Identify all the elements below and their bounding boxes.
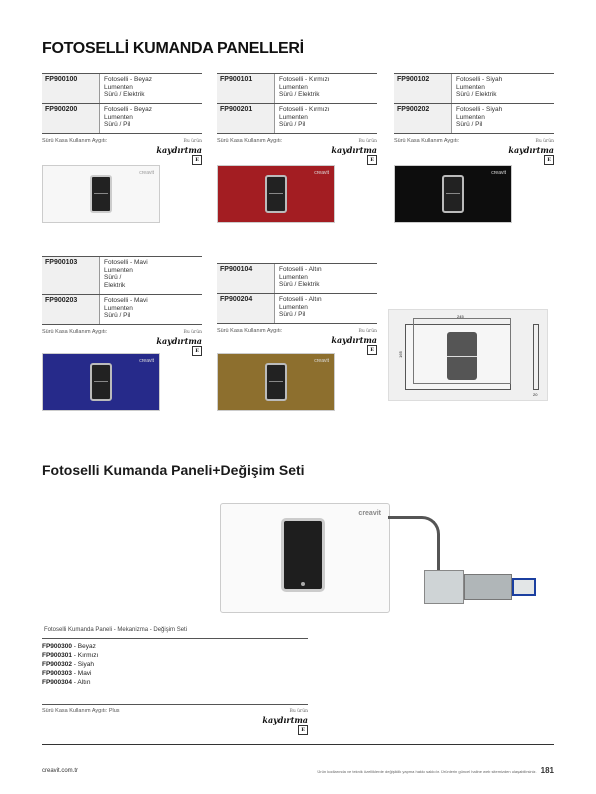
product-table <box>42 256 202 325</box>
panel-brand: creavit <box>314 358 329 364</box>
product-row <box>394 104 554 134</box>
drawing-sensor-line <box>447 356 477 357</box>
kaydirtma-logo <box>331 138 377 165</box>
logo-box: E <box>192 346 202 356</box>
set-table <box>42 624 308 733</box>
logo-script: kaydırtma <box>331 335 377 345</box>
set-item-code: FP900303 <box>42 670 72 677</box>
set-item-color: Altın <box>77 679 91 686</box>
sensor-window <box>90 363 112 401</box>
set-item: FP900302 - Siyah <box>42 661 95 668</box>
set-sensor <box>281 518 325 592</box>
footer-website: creavit.com.tr <box>42 768 79 774</box>
panel-image <box>42 353 160 411</box>
product-group <box>42 73 202 165</box>
set-item: FP900301 - Kırmızı <box>42 652 99 659</box>
product-group <box>394 73 554 165</box>
set-item: FP900303 - Mavi <box>42 670 92 677</box>
product-code: FP900204 <box>217 294 275 323</box>
logo-box: E <box>367 345 377 355</box>
logo-box: E <box>192 155 202 165</box>
set-sensor-dot <box>301 582 305 586</box>
logo-script: kaydırtma <box>508 145 554 155</box>
product-desc: Fotoselli - Altın Lumenten Sürü / Pil <box>279 296 322 318</box>
product-row <box>217 264 377 294</box>
product-note: Sürü Kasa Kullanım Aygıtı: <box>42 138 108 144</box>
product-code: FP900200 <box>42 104 100 133</box>
logo-top: Bu ürün <box>535 139 554 144</box>
product-group <box>217 73 377 165</box>
logo-box: E <box>298 725 308 735</box>
panel-image <box>217 165 335 223</box>
product-desc: Fotoselli - Mavi Lumenten Sürü / Elektrik <box>104 259 148 289</box>
product-code: FP900100 <box>42 74 100 103</box>
product-desc: Fotoselli - Beyaz Lumenten Sürü / Elektrik <box>104 76 153 98</box>
product-desc: Fotoselli - Siyah Lumenten Sürü / Elektrik <box>456 76 503 98</box>
product-row <box>217 294 377 324</box>
product-note: Sürü Kasa Kullanım Aygıtı: <box>394 138 460 144</box>
product-note-row <box>394 138 554 165</box>
product-note: Sürü Kasa Kullanım Aygıtı: <box>217 138 283 144</box>
product-desc: Fotoselli - Beyaz Lumenten Sürü / Pil <box>104 106 153 128</box>
technical-drawing <box>388 309 548 401</box>
panel-image <box>42 165 160 223</box>
logo-top: Bu ürün <box>358 329 377 334</box>
set-item: FP900304 - Altın <box>42 679 91 686</box>
panel-brand: creavit <box>139 358 154 364</box>
set-cable <box>388 516 440 572</box>
product-note-row <box>42 329 202 356</box>
set-mechanism <box>424 568 542 608</box>
logo-script: kaydırtma <box>156 336 202 346</box>
set-header: Fotoselli Kumanda Paneli - Mekanizma - Değişim Seti <box>42 624 308 639</box>
sensor-window <box>265 175 287 213</box>
product-code: FP900104 <box>217 264 275 293</box>
product-table <box>217 263 377 324</box>
product-table <box>394 73 554 134</box>
logo-box: E <box>544 155 554 165</box>
set-item-color: Kırmızı <box>77 652 99 659</box>
kaydirtma-logo <box>156 329 202 356</box>
footer-info <box>317 766 554 775</box>
product-note: Sürü Kasa Kullanım Aygıtı: <box>217 328 283 334</box>
product-code: FP900103 <box>42 257 100 294</box>
set-brand: creavit <box>358 510 381 517</box>
set-item-color: Mavi <box>77 670 92 677</box>
panel-image <box>394 165 512 223</box>
kaydirtma-logo <box>156 138 202 165</box>
set-item-color: Siyah <box>77 661 95 668</box>
product-group <box>42 256 202 356</box>
section-subtitle: Fotoselli Kumanda Paneli+Değişim Seti <box>42 462 305 478</box>
kaydirtma-logo <box>508 138 554 165</box>
mechanism-body <box>424 570 464 604</box>
product-table <box>42 73 202 134</box>
product-code: FP900102 <box>394 74 452 103</box>
product-row <box>42 257 202 295</box>
drawing-depth-label: 20 <box>533 392 538 397</box>
product-desc: Fotoselli - Siyah Lumenten Sürü / Pil <box>456 106 503 128</box>
page-title: FOTOSELLİ KUMANDA PANELLERİ <box>42 40 304 57</box>
product-code: FP900203 <box>42 295 100 324</box>
panel-image <box>217 353 335 411</box>
set-item-code: FP900304 <box>42 679 72 686</box>
logo-script: kaydırtma <box>262 715 308 725</box>
product-row <box>42 104 202 134</box>
logo-box: E <box>367 155 377 165</box>
sensor-window <box>90 175 112 213</box>
set-note-row <box>42 704 308 735</box>
product-code: FP900201 <box>217 104 275 133</box>
replacement-set-image <box>220 503 390 613</box>
product-note-row <box>217 328 377 355</box>
product-group <box>217 263 377 355</box>
set-item-code: FP900302 <box>42 661 72 668</box>
mechanism-valve <box>464 574 512 600</box>
product-note: Sürü Kasa Kullanım Aygıtı: <box>42 329 108 335</box>
product-note-row <box>42 138 202 165</box>
product-code: FP900202 <box>394 104 452 133</box>
product-desc: Fotoselli - Kırmızı Lumenten Sürü / Elektrik <box>279 76 330 98</box>
product-row <box>42 295 202 325</box>
product-desc: Fotoselli - Mavi Lumenten Sürü / Pil <box>104 297 148 319</box>
sensor-window <box>442 175 464 213</box>
product-note-row <box>217 138 377 165</box>
logo-top: Bu ürün <box>289 709 308 714</box>
product-row <box>394 74 554 104</box>
product-desc: Fotoselli - Altın Lumenten Sürü / Elektrik <box>279 266 322 288</box>
mechanism-connector <box>512 578 536 596</box>
set-item-color: Beyaz <box>77 643 96 650</box>
logo-script: kaydırtma <box>331 145 377 155</box>
page-number: 181 <box>540 766 554 775</box>
drawing-height-label: 165 <box>397 351 403 358</box>
panel-brand: creavit <box>314 170 329 176</box>
logo-top: Bu ürün <box>358 139 377 144</box>
product-row <box>217 74 377 104</box>
product-table <box>217 73 377 134</box>
footer-rule <box>42 744 554 745</box>
product-row <box>42 74 202 104</box>
set-logo <box>262 708 308 735</box>
logo-top: Bu ürün <box>183 139 202 144</box>
kaydirtma-logo <box>331 328 377 355</box>
set-item-code: FP900300 <box>42 643 72 650</box>
drawing-side-view <box>533 324 539 390</box>
sensor-window <box>265 363 287 401</box>
set-note: Sürü Kasa Kullanım Aygıtı: Plus <box>42 708 120 714</box>
set-item-code: FP900301 <box>42 652 72 659</box>
drawing-width-label: 245 <box>457 314 464 319</box>
set-item: FP900300 - Beyaz <box>42 643 96 650</box>
footer-disclaimer: Ürün kodlarında ve teknik özelliklerde değişiklik yapma hakkı saklıdır. Ürünlerin güncel haline web sitemizden ulaşabilirsiniz. <box>317 769 537 774</box>
product-row <box>217 104 377 134</box>
product-desc: Fotoselli - Kırmızı Lumenten Sürü / Pil <box>279 106 330 128</box>
panel-brand: creavit <box>139 170 154 176</box>
panel-brand: creavit <box>491 170 506 176</box>
logo-top: Bu ürün <box>183 330 202 335</box>
logo-script: kaydırtma <box>156 145 202 155</box>
product-code: FP900101 <box>217 74 275 103</box>
